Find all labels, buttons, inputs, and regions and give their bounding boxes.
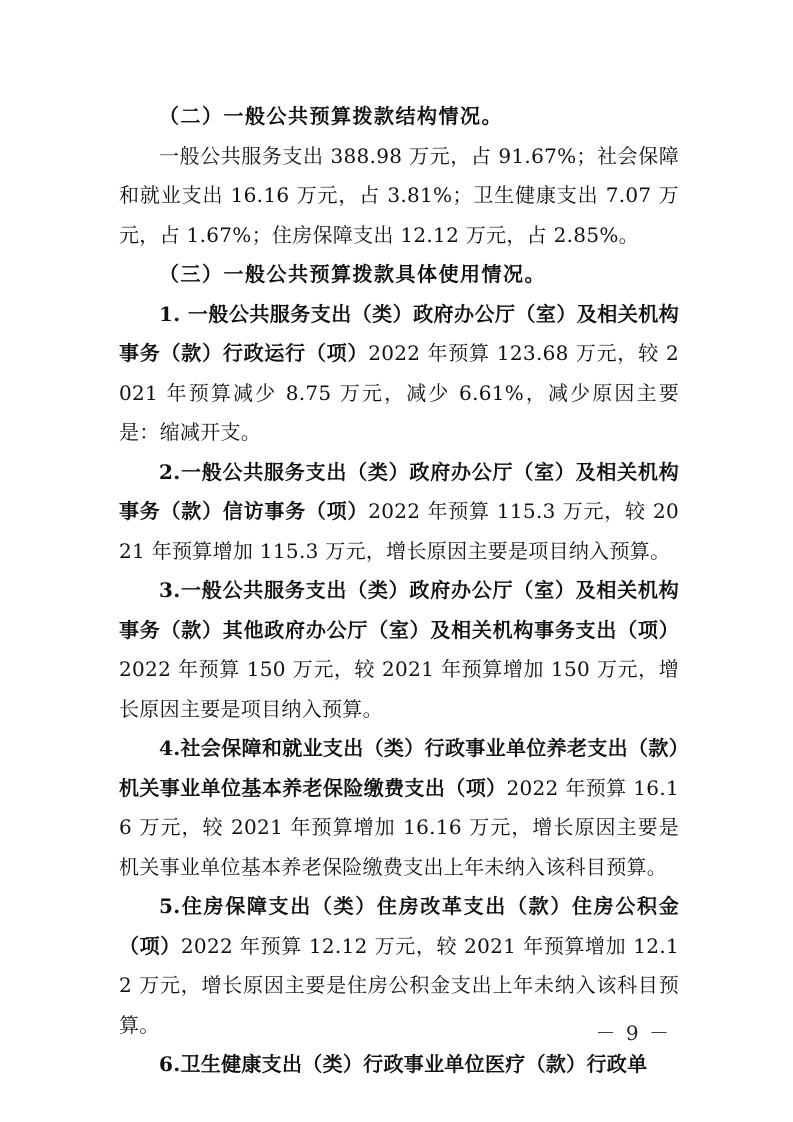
- item-4-body: 2022 年预算 16.16 万元，较 2021 年预算增加 16.16 万元，增长原因主要是机关事业单位基本养老保险缴费支出上年未纳入该科目预算。: [119, 775, 679, 879]
- item-3-title: 3.一般公共服务支出（类）政府办公厅（室）及相关机构事务（款）其他政府办公厅（室）及相关机构事务支出（项）: [119, 578, 679, 642]
- item-3-paragraph: [119, 571, 679, 729]
- item-6-title: 6.卫生健康支出（类）行政事业单位医疗（款）行政单: [159, 1052, 648, 1076]
- item-6-paragraph: [119, 1045, 679, 1085]
- page-number: － 9 －: [595, 1021, 671, 1045]
- item-3-body: 2022 年预算 150 万元，较 2021 年预算增加 150 万元，增长原因主要是项目纳入预算。: [119, 657, 679, 721]
- item-4-paragraph: [119, 729, 679, 887]
- section-3-heading: （三）一般公共预算拨款具体使用情况。: [159, 262, 546, 286]
- item-5-body: 2022 年预算 12.12 万元，较 2021 年预算增加 12.12 万元，增长原因主要是住房公积金支出上年未纳入该科目预算。: [119, 933, 679, 1037]
- item-4-title: 4.社会保障和就业支出（类）行政事业单位养老支出（款）机关事业单位基本养老保险缴费支出（项）: [119, 736, 679, 800]
- item-1-body: 2022 年预算 123.68 万元，较 2021 年预算减少 8.75 万元，减少 6.61%，减少原因主要是：缩减开支。: [119, 341, 679, 444]
- item-1-paragraph: [119, 295, 679, 453]
- item-2-paragraph: [119, 453, 679, 572]
- item-2-title: 2.一般公共服务支出（类）政府办公厅（室）及相关机构事务（款）信访事务（项）: [119, 459, 679, 523]
- section-2-body: 一般公共服务支出 388.98 万元，占 91.67%；社会保障和就业支出 16.16 万元，占 3.81%；卫生健康支出 7.07 万元，占 1.67%；住房保障支出 12.12 万元，占 2.85%。: [119, 143, 679, 247]
- section-2-heading: （二）一般公共预算拨款结构情况。: [159, 104, 503, 128]
- item-2-body: 2022 年预算 115.3 万元，较 2021 年预算增加 115.3 万元，增长原因主要是项目纳入预算。: [119, 499, 679, 563]
- item-5-title: 5.住房保障支出（类）住房改革支出（款）住房公积金（项）: [119, 894, 679, 958]
- item-1-title: 1. 一般公共服务支出（类）政府办公厅（室）及相关机构事务（款）行政运行（项）: [119, 301, 679, 365]
- document-page: [119, 97, 679, 1085]
